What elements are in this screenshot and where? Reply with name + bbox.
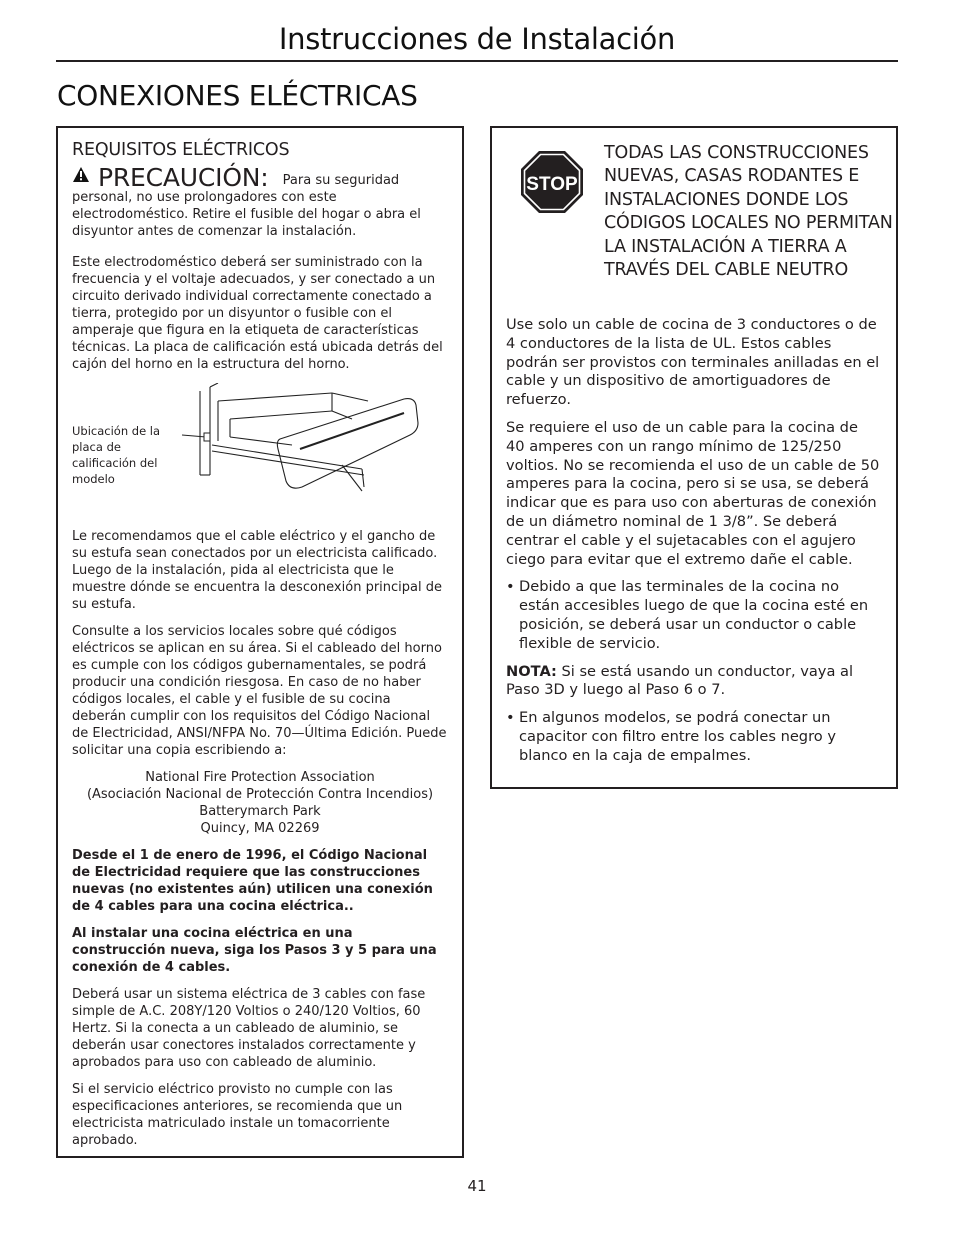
page-title: Instrucciones de Instalación <box>278 22 676 56</box>
bullet-item <box>506 578 880 653</box>
bullet-marker: • <box>506 578 515 596</box>
bullet-text: En algunos modelos, se podrá conectar un capacitor con filtro entre los cables negro y blanco en la caja de empalmes. <box>519 709 836 764</box>
note-text: Si se está usando un conductor, vaya al Paso 3D y luego al Paso 6 o 7. <box>506 662 854 699</box>
four-wire-requirement: Desde el 1 de enero de 1996, el Código Nacional de Electricidad requiere que las construcciones nuevas (no existentes aún) utilicen una conexión de 4 cables para una cocina eléctrica.. <box>72 848 433 914</box>
caution-text-rest: personal, no use prolongadores con este electrodoméstico. Retire el fusible del hogar o abra el disyuntor antes de comenzar la instalación. <box>72 190 421 239</box>
stop-sign-icon <box>520 150 584 214</box>
amperage-paragraph: Se requiere el uso de un cable para la cocina de 40 amperes con un rango mínimo de 125/250 voltios. No se recomienda el uso de un cable de 50 amperes para la cocina, pero si se usa, se deberá indicar que es para uso con aberturas de conexión de un diámetro nominal de 1 3/8”. Se deberá centrar el cable y el sujetacables con el agujero ciego para evitar que el extremo dañe el cable. <box>506 418 880 568</box>
oven-drawer-illustration <box>182 383 442 503</box>
supply-paragraph: Este electrodoméstico deberá ser suministrado con la frecuencia y el voltaje adecuados, y ser conectado a un circuito derivado individual correctamente conectado a tierra, protegido por un disyuntor o fusible con el amperaje que figura en la etiqueta de características técnicas. La placa de calificación está ubicada detrás del cajón del horno en la estructura del horno. <box>72 255 443 372</box>
caution-text-first: Para su seguridad <box>282 173 400 188</box>
requirements-heading: REQUISITOS ELÉCTRICOS <box>72 140 290 160</box>
note <box>506 663 880 701</box>
three-wire-paragraph: Deberá usar un sistema eléctrica de 3 cables con fase simple de A.C. 208Y/120 Voltios o 240/120 Voltios, 60 Hertz. Si la conecta a un cableado de aluminio, se deberán usar conectores instalados correctamente y aprobados para uso con cableado de aluminio. <box>72 987 426 1070</box>
caution-word: PRECAUCIÓN: <box>98 163 269 192</box>
nfpa-address <box>72 769 448 837</box>
address-line-1: National Fire Protection Association <box>145 770 375 785</box>
new-construction-steps: Al instalar una cocina eléctrica en una construcción nueva, siga los Pasos 3 y 5 para una conexión de 4 cables. <box>72 926 437 975</box>
rating-plate-label: Ubicación de la placa de calificación del modelo <box>72 424 161 486</box>
caution-block <box>72 163 448 240</box>
service-paragraph: Si el servicio eléctrico provisto no cumple con las especificaciones anteriores, se recomienda que un electricista matriculado instale un tomacorriente aprobado. <box>72 1082 403 1148</box>
warning-triangle-icon <box>72 166 90 188</box>
cord-paragraph: Use solo un cable de cocina de 3 conductores o de 4 conductores de la lista de UL. Estos cables podrán ser provistos con terminales anilladas en el cable y un dispositivo de amortiguadores de refuerzo. <box>506 316 880 409</box>
address-line-2: (Asociación Nacional de Protección Contra Incendios) <box>86 787 434 802</box>
address-line-3: Batterymarch Park <box>199 804 321 819</box>
stop-sign-text: STOP <box>526 174 578 195</box>
page-number: 41 <box>467 1177 487 1195</box>
bullet-text: Debido a que las terminales de la cocina no están accesibles luego de que la cocina esté en posición, se deberá usar un conductor o cable flexible de servicio. <box>519 578 869 652</box>
bullet-item <box>506 709 880 765</box>
bullet-marker: • <box>506 709 515 727</box>
codes-paragraph: Consulte a los servicios locales sobre qué códigos eléctricos se aplican en su área. Si el cableado del horno es cumple con los códigos gubernamentales, se podrá producir una condición riesgosa. En caso de no haber códigos locales, el cable y el fusible de su cocina deberán cumplir con los requisitos del Código Nacional de Electricidad, ANSI/NFPA No. 70—Última Edición. Puede solicitar una copia escribiendo a: <box>72 624 447 758</box>
note-label: NOTA: <box>506 662 557 680</box>
electrical-requirements-box <box>56 126 464 1158</box>
stop-header <box>506 140 893 310</box>
title-rule <box>56 60 898 62</box>
electrician-paragraph: Le recomendamos que el cable eléctrico y el gancho de su estufa sean conectados por un electricista calificado. Luego de la instalación, pida al electricista que le muestre dónde se encuentra la desconexión principal de su estufa. <box>72 529 442 612</box>
address-line-4: Quincy, MA 02269 <box>200 821 320 836</box>
drawer-diagram <box>72 383 448 518</box>
neutral-ground-box <box>490 126 898 789</box>
neutral-ground-heading: TODAS LAS CONSTRUCCIONES NUEVAS, CASAS RODANTES E INSTALACIONES DONDE LOS CÓDIGOS LOCALES NO PERMITAN LA INSTALACIÓN A TIERRA A TRAVÉS DEL CABLE NEUTRO <box>604 143 893 281</box>
section-title: CONEXIONES ELÉCTRICAS <box>57 79 418 112</box>
